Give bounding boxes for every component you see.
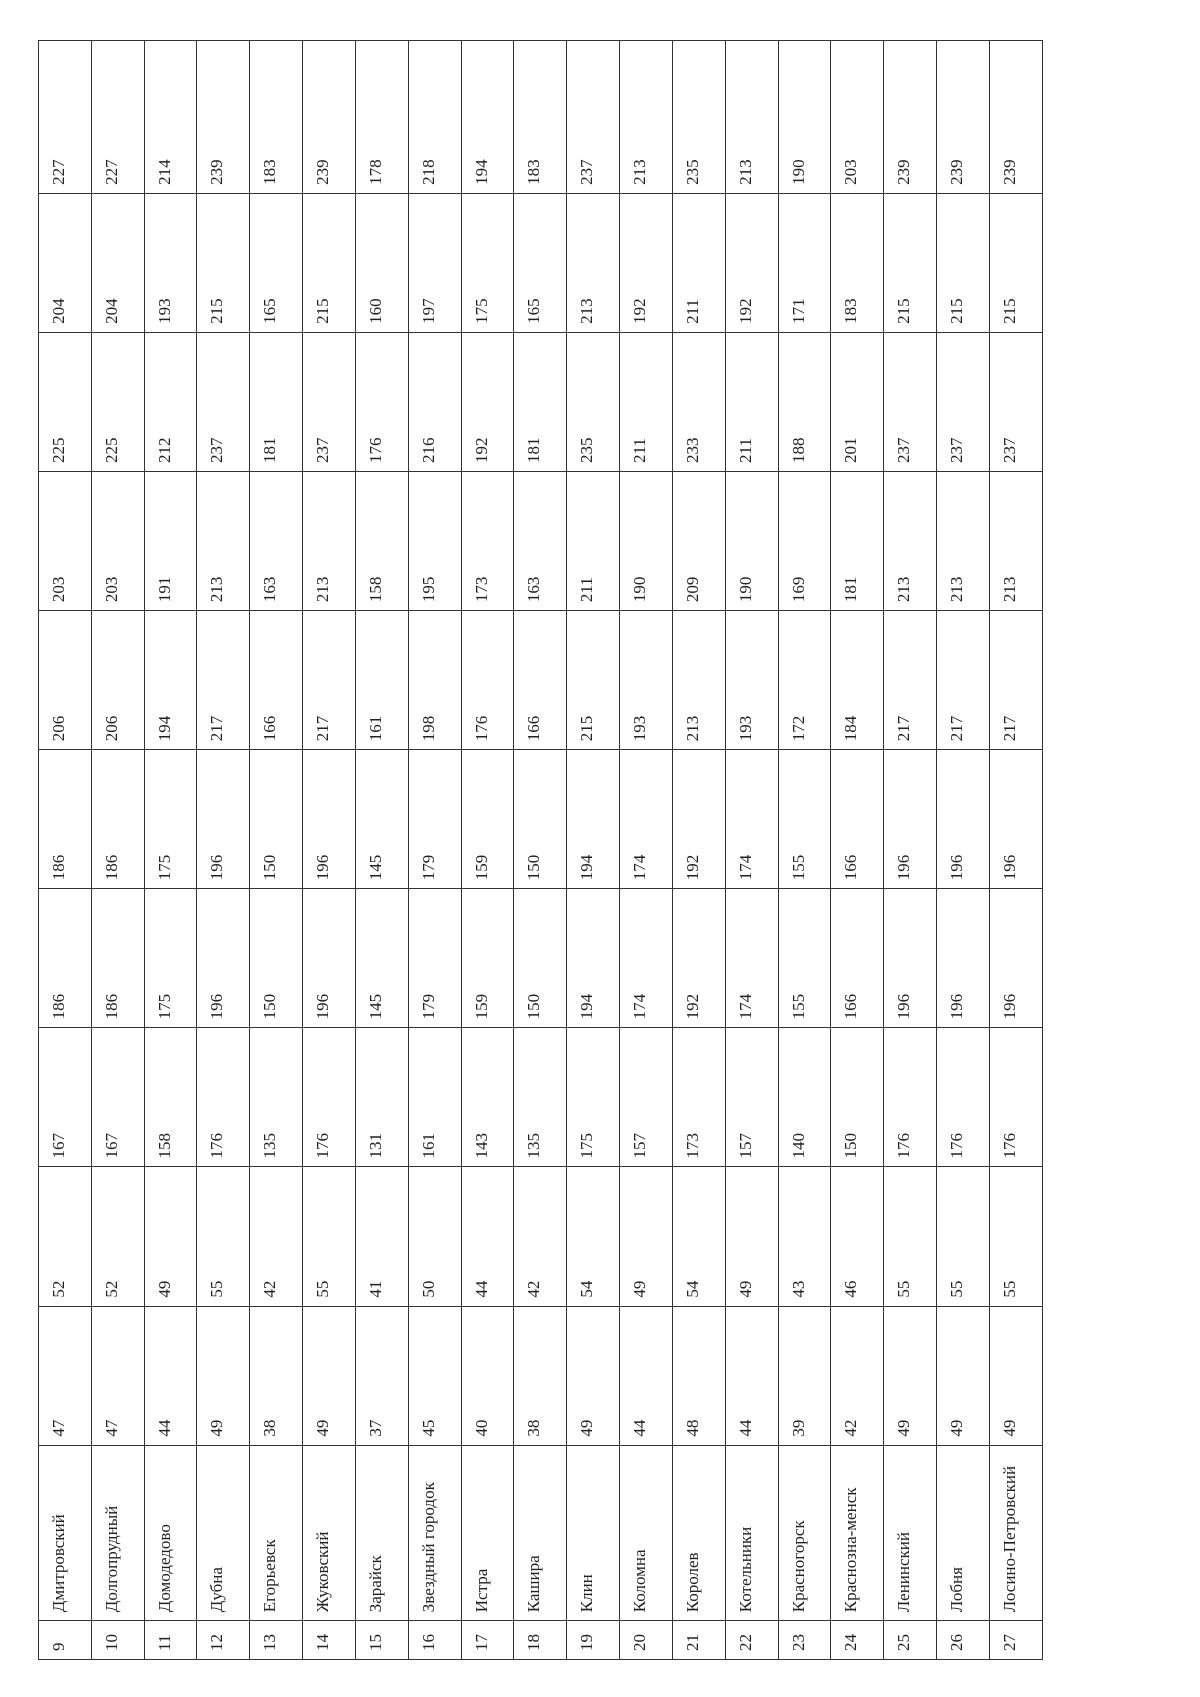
value-cell: 49 — [197, 1306, 250, 1445]
value-cell: 135 — [250, 1028, 303, 1167]
row-number: 23 — [778, 1621, 831, 1660]
value-cell: 217 — [303, 611, 356, 750]
value-cell: 211 — [672, 193, 725, 332]
value-cell: 196 — [989, 750, 1042, 889]
value-cell: 186 — [39, 750, 92, 889]
value-cell: 215 — [989, 193, 1042, 332]
value-cell: 211 — [725, 332, 778, 471]
value-cell: 192 — [620, 193, 673, 332]
value-cell: 157 — [620, 1028, 673, 1167]
value-cell: 190 — [778, 41, 831, 194]
value-cell: 213 — [937, 472, 990, 611]
value-cell: 166 — [250, 611, 303, 750]
value-cell: 233 — [672, 332, 725, 471]
value-cell: 237 — [197, 332, 250, 471]
value-cell: 206 — [39, 611, 92, 750]
value-cell: 172 — [778, 611, 831, 750]
value-cell: 181 — [250, 332, 303, 471]
value-cell: 215 — [937, 193, 990, 332]
city-name: Домодедово — [144, 1445, 197, 1621]
table-row — [408, 41, 461, 1660]
city-name: Дмитровский — [39, 1445, 92, 1621]
table-row — [672, 41, 725, 1660]
value-cell: 49 — [884, 1306, 937, 1445]
value-cell: 237 — [884, 332, 937, 471]
value-cell: 165 — [250, 193, 303, 332]
value-cell: 183 — [250, 41, 303, 194]
value-cell: 47 — [91, 1306, 144, 1445]
value-cell: 174 — [620, 889, 673, 1028]
value-cell: 171 — [778, 193, 831, 332]
value-cell: 216 — [408, 332, 461, 471]
value-cell: 176 — [989, 1028, 1042, 1167]
value-cell: 179 — [408, 750, 461, 889]
value-cell: 213 — [672, 611, 725, 750]
value-cell: 49 — [989, 1306, 1042, 1445]
value-cell: 237 — [989, 332, 1042, 471]
value-cell: 44 — [461, 1167, 514, 1306]
row-number: 14 — [303, 1621, 356, 1660]
value-cell: 159 — [461, 750, 514, 889]
row-number: 10 — [91, 1621, 144, 1660]
value-cell: 43 — [778, 1167, 831, 1306]
value-cell: 38 — [514, 1306, 567, 1445]
value-cell: 237 — [567, 41, 620, 194]
value-cell: 235 — [567, 332, 620, 471]
table-row — [567, 41, 620, 1660]
value-cell: 55 — [303, 1167, 356, 1306]
value-cell: 175 — [144, 889, 197, 1028]
city-name: Лобня — [937, 1445, 990, 1621]
value-cell: 55 — [937, 1167, 990, 1306]
value-cell: 174 — [725, 750, 778, 889]
value-cell: 214 — [144, 41, 197, 194]
value-cell: 211 — [567, 472, 620, 611]
value-cell: 213 — [303, 472, 356, 611]
value-cell: 217 — [937, 611, 990, 750]
row-number: 24 — [831, 1621, 884, 1660]
city-name: Лосино-Петровский — [989, 1445, 1042, 1621]
value-cell: 237 — [303, 332, 356, 471]
table-row — [355, 41, 408, 1660]
value-cell: 166 — [831, 889, 884, 1028]
row-number: 11 — [144, 1621, 197, 1660]
value-cell: 193 — [620, 611, 673, 750]
city-name: Кашира — [514, 1445, 567, 1621]
city-name: Долгопрудный — [91, 1445, 144, 1621]
value-cell: 206 — [91, 611, 144, 750]
row-number: 25 — [884, 1621, 937, 1660]
value-cell: 55 — [197, 1167, 250, 1306]
value-cell: 173 — [672, 1028, 725, 1167]
value-cell: 55 — [884, 1167, 937, 1306]
value-cell: 198 — [408, 611, 461, 750]
value-cell: 166 — [514, 611, 567, 750]
row-number: 19 — [567, 1621, 620, 1660]
value-cell: 55 — [989, 1167, 1042, 1306]
value-cell: 186 — [39, 889, 92, 1028]
value-cell: 176 — [197, 1028, 250, 1167]
value-cell: 165 — [514, 193, 567, 332]
value-cell: 39 — [778, 1306, 831, 1445]
value-cell: 218 — [408, 41, 461, 194]
table-row — [91, 41, 144, 1660]
value-cell: 178 — [355, 41, 408, 194]
value-cell: 190 — [620, 472, 673, 611]
value-cell: 176 — [303, 1028, 356, 1167]
value-cell: 196 — [303, 889, 356, 1028]
row-number: 20 — [620, 1621, 673, 1660]
value-cell: 235 — [672, 41, 725, 194]
value-cell: 225 — [39, 332, 92, 471]
table-row — [937, 41, 990, 1660]
city-name: Краснозна-менск — [831, 1445, 884, 1621]
value-cell: 37 — [355, 1306, 408, 1445]
row-number: 17 — [461, 1621, 514, 1660]
value-cell: 213 — [884, 472, 937, 611]
value-cell: 160 — [355, 193, 408, 332]
city-name: Клин — [567, 1445, 620, 1621]
value-cell: 194 — [461, 41, 514, 194]
table-row — [250, 41, 303, 1660]
value-cell: 175 — [567, 1028, 620, 1167]
value-cell: 194 — [567, 889, 620, 1028]
value-cell: 212 — [144, 332, 197, 471]
value-cell: 239 — [303, 41, 356, 194]
value-cell: 163 — [514, 472, 567, 611]
value-cell: 211 — [620, 332, 673, 471]
value-cell: 49 — [303, 1306, 356, 1445]
value-cell: 181 — [831, 472, 884, 611]
value-cell: 175 — [144, 750, 197, 889]
value-cell: 150 — [250, 750, 303, 889]
row-number: 22 — [725, 1621, 778, 1660]
value-cell: 161 — [408, 1028, 461, 1167]
value-cell: 194 — [144, 611, 197, 750]
table-row — [39, 41, 92, 1660]
value-cell: 145 — [355, 750, 408, 889]
value-cell: 201 — [831, 332, 884, 471]
value-cell: 44 — [620, 1306, 673, 1445]
value-cell: 176 — [355, 332, 408, 471]
value-cell: 159 — [461, 889, 514, 1028]
value-cell: 197 — [408, 193, 461, 332]
value-cell: 166 — [831, 750, 884, 889]
value-cell: 131 — [355, 1028, 408, 1167]
value-cell: 203 — [91, 472, 144, 611]
row-number: 27 — [989, 1621, 1042, 1660]
value-cell: 204 — [91, 193, 144, 332]
value-cell: 46 — [831, 1167, 884, 1306]
value-cell: 217 — [197, 611, 250, 750]
tariff-table — [38, 40, 1043, 1660]
value-cell: 45 — [408, 1306, 461, 1445]
value-cell: 188 — [778, 332, 831, 471]
value-cell: 204 — [39, 193, 92, 332]
value-cell: 150 — [514, 889, 567, 1028]
value-cell: 183 — [514, 41, 567, 194]
value-cell: 191 — [144, 472, 197, 611]
value-cell: 158 — [355, 472, 408, 611]
city-name: Коломна — [620, 1445, 673, 1621]
value-cell: 42 — [514, 1167, 567, 1306]
value-cell: 186 — [91, 750, 144, 889]
city-name: Егорьевск — [250, 1445, 303, 1621]
table-row — [831, 41, 884, 1660]
city-name: Зарайск — [355, 1445, 408, 1621]
value-cell: 237 — [937, 332, 990, 471]
city-name: Красногорск — [778, 1445, 831, 1621]
value-cell: 50 — [408, 1167, 461, 1306]
value-cell: 196 — [937, 889, 990, 1028]
value-cell: 48 — [672, 1306, 725, 1445]
city-name: Жуковский — [303, 1445, 356, 1621]
value-cell: 173 — [461, 472, 514, 611]
value-cell: 193 — [725, 611, 778, 750]
value-cell: 196 — [884, 889, 937, 1028]
value-cell: 150 — [250, 889, 303, 1028]
table-row — [144, 41, 197, 1660]
value-cell: 145 — [355, 889, 408, 1028]
value-cell: 213 — [197, 472, 250, 611]
value-cell: 196 — [884, 750, 937, 889]
value-cell: 195 — [408, 472, 461, 611]
value-cell: 239 — [197, 41, 250, 194]
value-cell: 167 — [39, 1028, 92, 1167]
rotated-table-container — [38, 40, 1043, 1660]
row-number: 16 — [408, 1621, 461, 1660]
value-cell: 175 — [461, 193, 514, 332]
value-cell: 49 — [620, 1167, 673, 1306]
city-name: Истра — [461, 1445, 514, 1621]
value-cell: 150 — [514, 750, 567, 889]
value-cell: 194 — [567, 750, 620, 889]
value-cell: 183 — [831, 193, 884, 332]
value-cell: 150 — [831, 1028, 884, 1167]
value-cell: 215 — [567, 611, 620, 750]
value-cell: 44 — [725, 1306, 778, 1445]
value-cell: 52 — [91, 1167, 144, 1306]
table-row — [725, 41, 778, 1660]
value-cell: 225 — [91, 332, 144, 471]
value-cell: 44 — [144, 1306, 197, 1445]
value-cell: 215 — [197, 193, 250, 332]
table-row — [884, 41, 937, 1660]
value-cell: 186 — [91, 889, 144, 1028]
row-number: 13 — [250, 1621, 303, 1660]
value-cell: 42 — [831, 1306, 884, 1445]
table-body — [39, 41, 1043, 1660]
value-cell: 41 — [355, 1167, 408, 1306]
value-cell: 209 — [672, 472, 725, 611]
table-row — [778, 41, 831, 1660]
value-cell: 176 — [937, 1028, 990, 1167]
value-cell: 239 — [937, 41, 990, 194]
value-cell: 239 — [989, 41, 1042, 194]
value-cell: 158 — [144, 1028, 197, 1167]
value-cell: 49 — [144, 1167, 197, 1306]
value-cell: 54 — [672, 1167, 725, 1306]
value-cell: 193 — [144, 193, 197, 332]
value-cell: 174 — [725, 889, 778, 1028]
value-cell: 176 — [884, 1028, 937, 1167]
value-cell: 196 — [989, 889, 1042, 1028]
value-cell: 155 — [778, 750, 831, 889]
city-name: Королев — [672, 1445, 725, 1621]
value-cell: 174 — [620, 750, 673, 889]
value-cell: 215 — [303, 193, 356, 332]
value-cell: 196 — [303, 750, 356, 889]
value-cell: 213 — [725, 41, 778, 194]
value-cell: 54 — [567, 1167, 620, 1306]
table-row — [461, 41, 514, 1660]
value-cell: 192 — [672, 750, 725, 889]
city-name: Ленинский — [884, 1445, 937, 1621]
value-cell: 140 — [778, 1028, 831, 1167]
value-cell: 196 — [197, 889, 250, 1028]
value-cell: 227 — [91, 41, 144, 194]
value-cell: 217 — [884, 611, 937, 750]
value-cell: 184 — [831, 611, 884, 750]
value-cell: 239 — [884, 41, 937, 194]
row-number: 15 — [355, 1621, 408, 1660]
value-cell: 196 — [197, 750, 250, 889]
value-cell: 213 — [989, 472, 1042, 611]
value-cell: 49 — [725, 1167, 778, 1306]
value-cell: 203 — [39, 472, 92, 611]
value-cell: 190 — [725, 472, 778, 611]
value-cell: 203 — [831, 41, 884, 194]
table-row — [197, 41, 250, 1660]
row-number: 26 — [937, 1621, 990, 1660]
table-row — [989, 41, 1042, 1660]
value-cell: 155 — [778, 889, 831, 1028]
value-cell: 169 — [778, 472, 831, 611]
city-name: Дубна — [197, 1445, 250, 1621]
table-row — [514, 41, 567, 1660]
value-cell: 49 — [567, 1306, 620, 1445]
value-cell: 38 — [250, 1306, 303, 1445]
value-cell: 181 — [514, 332, 567, 471]
value-cell: 215 — [884, 193, 937, 332]
value-cell: 167 — [91, 1028, 144, 1167]
value-cell: 213 — [567, 193, 620, 332]
value-cell: 161 — [355, 611, 408, 750]
value-cell: 143 — [461, 1028, 514, 1167]
row-number: 21 — [672, 1621, 725, 1660]
value-cell: 192 — [461, 332, 514, 471]
value-cell: 196 — [937, 750, 990, 889]
value-cell: 49 — [937, 1306, 990, 1445]
row-number: 18 — [514, 1621, 567, 1660]
value-cell: 192 — [725, 193, 778, 332]
table-row — [303, 41, 356, 1660]
city-name: Звездный городок — [408, 1445, 461, 1621]
row-number: 12 — [197, 1621, 250, 1660]
value-cell: 47 — [39, 1306, 92, 1445]
value-cell: 227 — [39, 41, 92, 194]
value-cell: 192 — [672, 889, 725, 1028]
value-cell: 179 — [408, 889, 461, 1028]
row-number: 9 — [39, 1621, 92, 1660]
value-cell: 157 — [725, 1028, 778, 1167]
value-cell: 176 — [461, 611, 514, 750]
value-cell: 217 — [989, 611, 1042, 750]
table-row — [620, 41, 673, 1660]
value-cell: 213 — [620, 41, 673, 194]
value-cell: 163 — [250, 472, 303, 611]
value-cell: 40 — [461, 1306, 514, 1445]
city-name: Котельники — [725, 1445, 778, 1621]
value-cell: 135 — [514, 1028, 567, 1167]
value-cell: 42 — [250, 1167, 303, 1306]
value-cell: 52 — [39, 1167, 92, 1306]
